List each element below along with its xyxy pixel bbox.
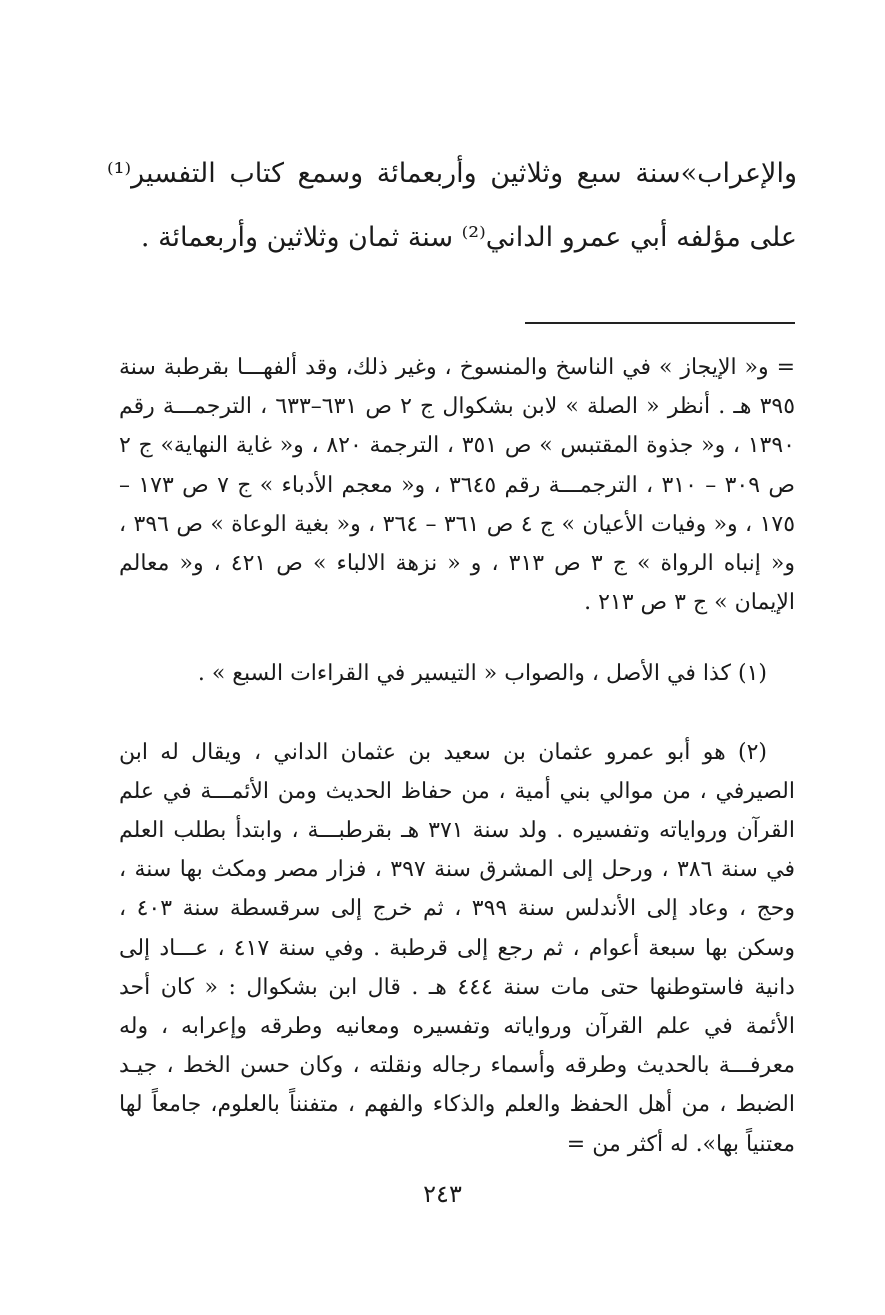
footnote-2: (٢) هو أبو عمرو عثمان بن سعيد بن عثمان الداني ، ويقال له ابن الصيرفي ، من موالي بني أمية ، من حفاظ الحديث ومن الأئمـــة في علم القرآن ورواياته وتفسيره . ولد سنة ٣٧١ هـ بقرطبـــة ، وابتدأ بطلب العلم في سنة ٣٨٦ ، ورحل إلى المشرق سنة ٣٩٧ ، فزار مصر ومكث بها سنة ، وحج ، وعاد إلى الأندلس سنة ٣٩٩ ، ثم خرج إلى سرقسطة سنة ٤٠٣ ، وسكن بها سبعة أعوام ، ثم رجع إلى قرطبة . وفي سنة ٤١٧ ، عـــاد إلى دانية فاستوطنها حتى مات سنة ٤٤٤ هـ . قال ابن بشكوال : « كان أحد الأئمة في علم القرآن ورواياته وتفسيره ومعانيه وطرقه وإعرابه ، وله معرفـــة بالحديث وطرقه وأسماء رجاله ونقلته ، وكان حسن الخط ، جيـد الضبط ، من أهل الحفظ والعلم والذكاء والفهم ، متفنناً بالعلوم، جامعاً لها معتنياً بها». له أكثر من = [119, 739, 796, 1157]
footnotes-block [119, 348, 795, 1164]
footnote-1: (١) كذا في الأصل ، والصواب « التيسير في القراءات السبع » . [197, 661, 767, 687]
main-paragraph: والإعراب»سنة سبع وثلاثين وأربعمائة وسمع كتاب التفسير⁽¹⁾ على مؤلفه أبي عمرو الداني⁽²⁾ سنة ثمان وثلاثين وأربعمائة . [107, 158, 797, 253]
page-number: ٢٤٣ [423, 1180, 462, 1208]
footnote-divider [525, 322, 795, 324]
footnote-continuation: = و« الإيجاز » في الناسخ والمنسوخ ، وغير ذلك، وقد ألفهـــا بقرطبة سنة ٣٩٥ هـ . أنظر « الصلة » لابن بشكوال ج ٢ ص ٦٣١–٦٣٣ ، الترجمـــة رقم ١٣٩٠ ، و« جذوة المقتبس » ص ٣٥١ ، الترجمة ٨٢٠ ، و« غاية النهاية» ج ٢ ص ٣٠٩ – ٣١٠ ، الترجمـــة رقم ٣٦٤٥ ، و« معجم الأدباء » ج ٧ ص ١٧٣ – ١٧٥ ، و« وفيات الأعيان » ج ٤ ص ٣٦١ – ٣٦٤ ، و« بغية الوعاة » ص ٣٩٦ ، و« إنباه الرواة » ج ٣ ص ٣١٣ ، و « نزهة الالباء » ص ٤٢١ ، و« معالم الإيمان » ج ٣ ص ٢١٣ . [119, 355, 796, 616]
main-text-block [107, 142, 797, 270]
